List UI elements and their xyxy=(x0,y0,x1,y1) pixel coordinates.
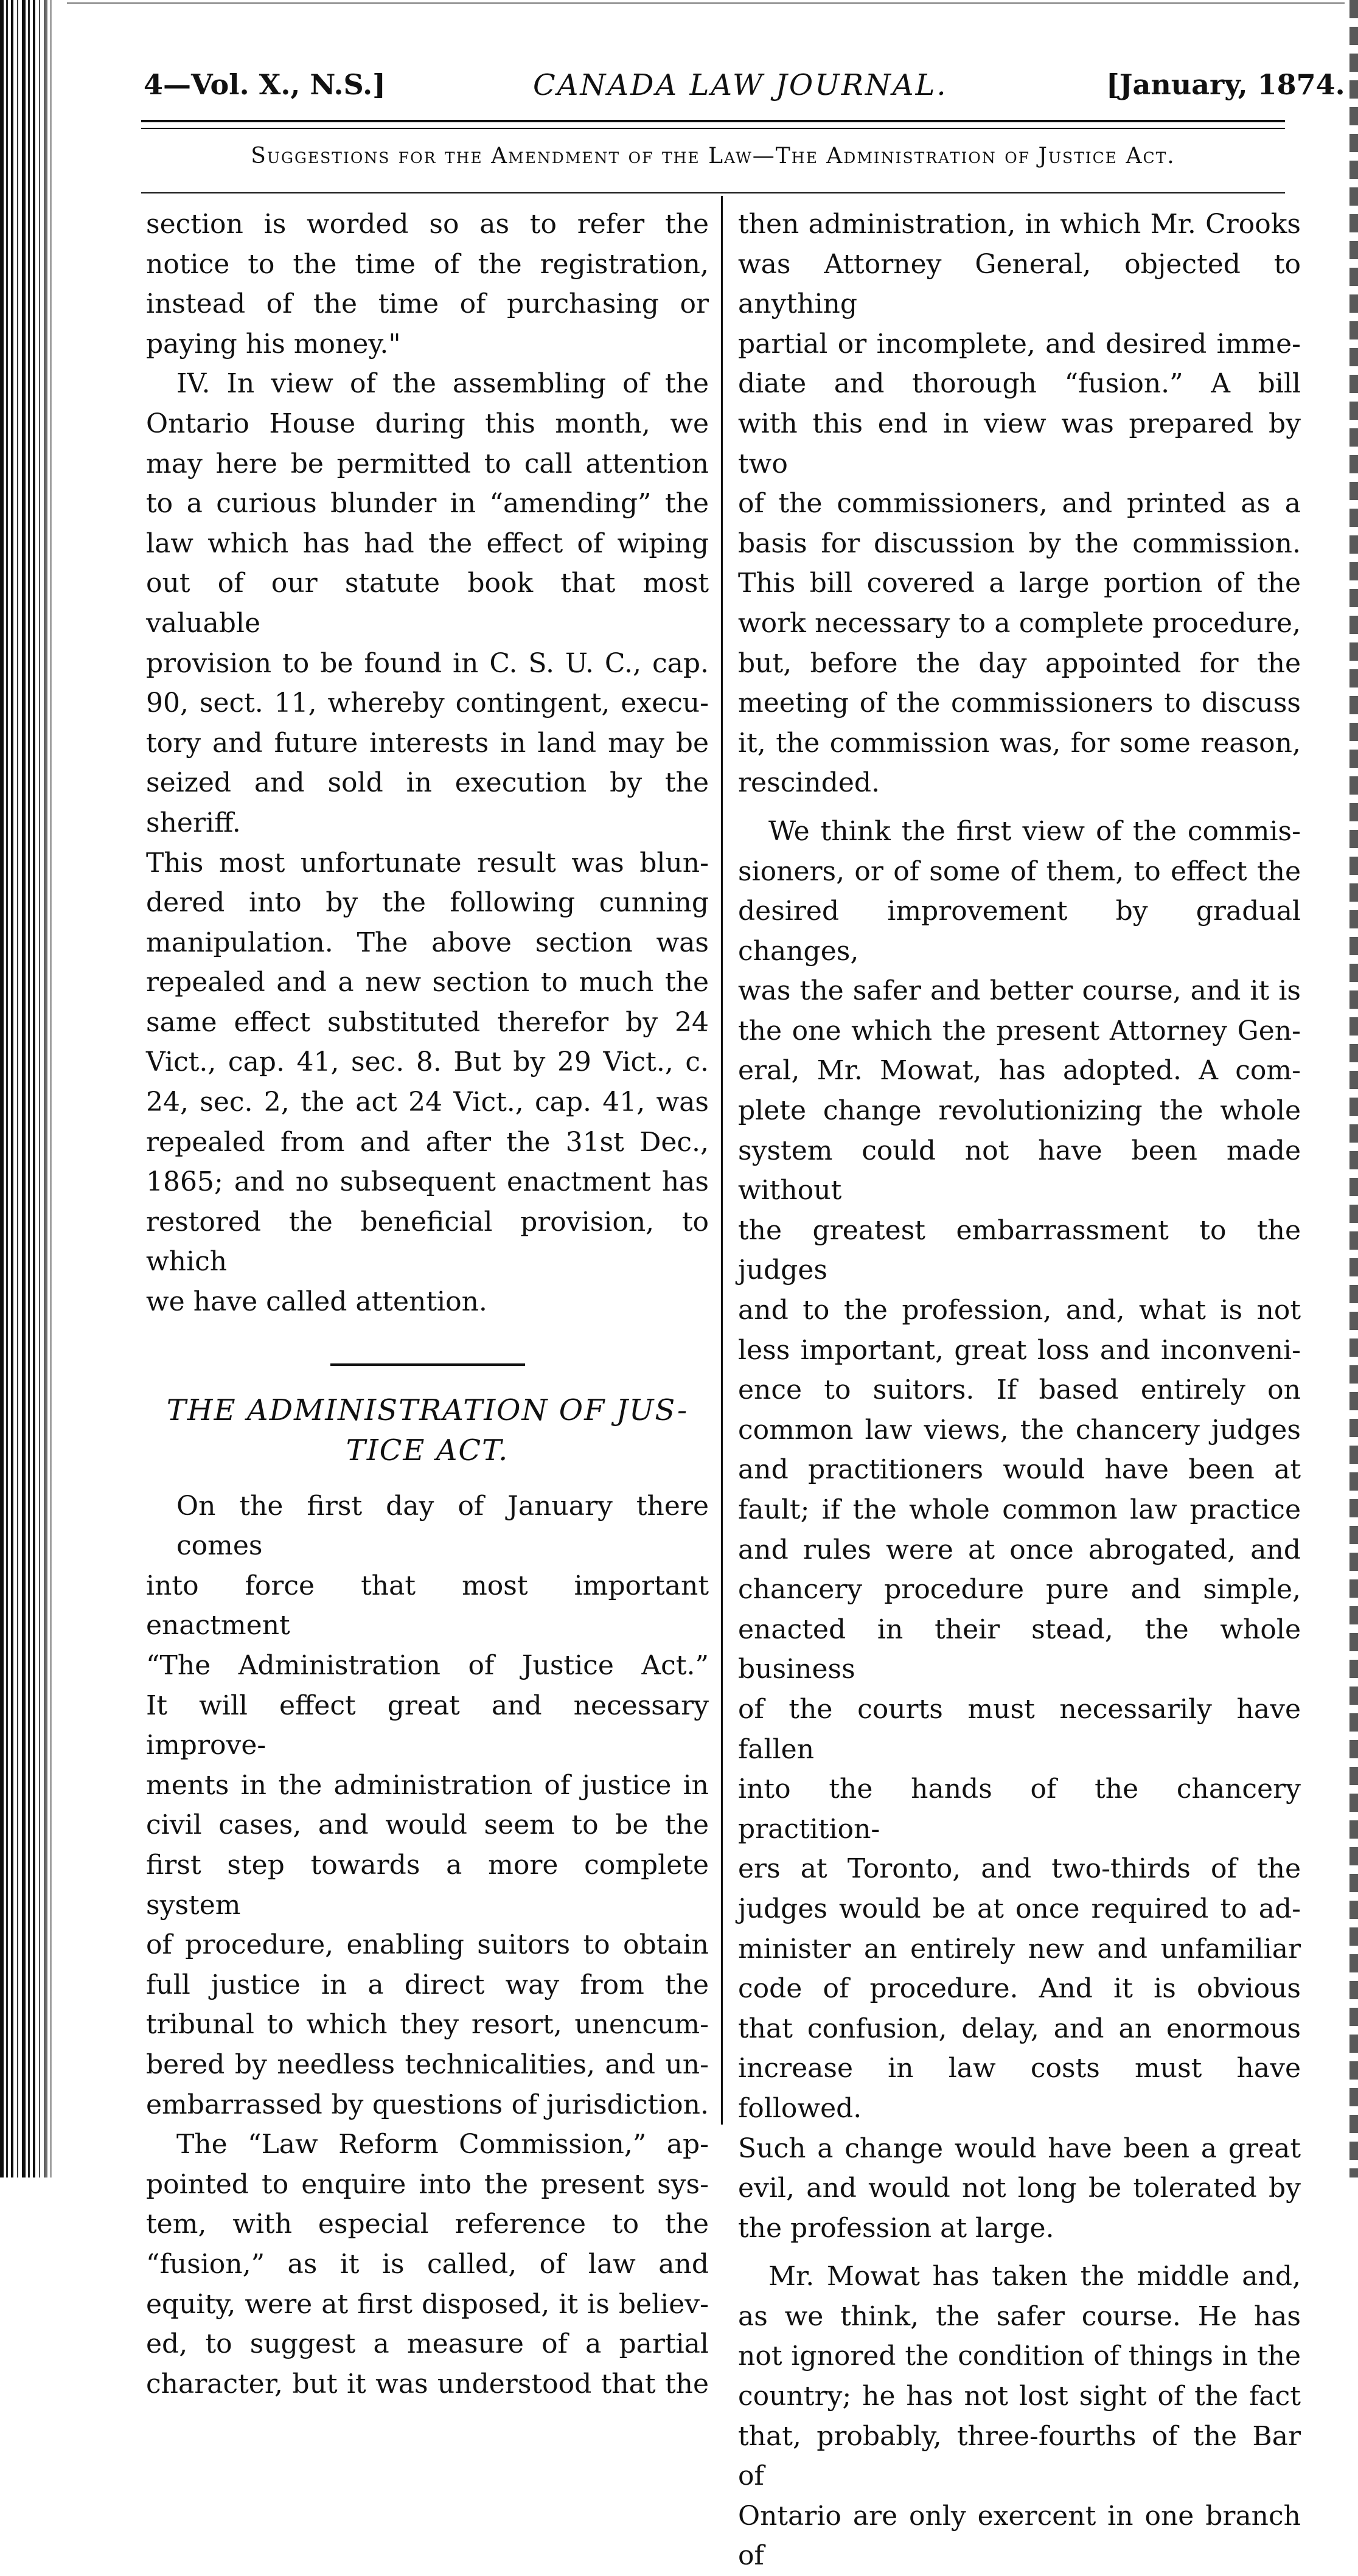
text-line: system could not have been made without xyxy=(738,1135,1301,1206)
text-line: character, but it was understood that the xyxy=(146,2368,709,2400)
text-line: and practitioners would have been at xyxy=(738,1454,1301,1486)
text-line: partial or incomplete, and desired imme- xyxy=(738,328,1301,360)
left-column xyxy=(146,204,709,2404)
text-line: ed, to suggest a measure of a partial xyxy=(146,2328,709,2360)
paragraph-administration xyxy=(738,204,1301,803)
text-line: ers at Toronto, and two-thirds of the xyxy=(738,1853,1301,1885)
paragraph-middle-course xyxy=(738,2257,1301,2576)
text-line: Ontario House during this month, we xyxy=(146,408,709,439)
text-line: the profession at large. xyxy=(738,2212,1054,2244)
text-line: it, the commission was, for some reason, xyxy=(738,727,1301,759)
text-line: repealed from and after the 31st Dec., xyxy=(146,1126,709,1158)
page-right-edge xyxy=(1349,0,1358,2177)
text-line: It will effect great and necessary improve- xyxy=(146,1690,709,1761)
text-line: This most unfortunate result was blun- xyxy=(146,847,709,879)
text-line: the greatest embarrassment to the judges xyxy=(738,1214,1301,1286)
text-line: but, before the day appointed for the xyxy=(738,647,1301,679)
text-line: sioners, or of some of them, to effect the xyxy=(738,855,1301,887)
section-title xyxy=(146,1390,709,1471)
header-rule-thick xyxy=(141,120,1285,122)
text-line: basis for discussion by the commission. xyxy=(738,527,1301,559)
text-line: ments in the administration of justice in xyxy=(146,1769,709,1801)
text-line: notice to the time of the registration, xyxy=(146,248,709,280)
text-line: minister an entirely new and unfamiliar xyxy=(738,1933,1301,1965)
text-line: civil cases, and would seem to be the xyxy=(146,1809,709,1841)
text-line: as we think, the safer course. He has xyxy=(738,2300,1301,2332)
text-line: equity, were at first disposed, it is believ- xyxy=(146,2288,709,2320)
text-line: judges would be at once required to ad- xyxy=(738,1893,1301,1924)
page-header xyxy=(144,68,1345,111)
text-line: full justice in a direct way from the xyxy=(146,1969,709,2000)
text-line: country; he has not lost sight of the fact xyxy=(738,2381,1301,2412)
text-line: tory and future interests in land may be xyxy=(146,727,709,759)
text-line: that confusion, delay, and an enormous xyxy=(738,2013,1301,2044)
text-line: seized and sold in execution by the sheriff. xyxy=(146,767,709,838)
text-line: embarrassed by questions of jurisdiction. xyxy=(146,2089,709,2120)
text-line: meeting of the commissioners to discuss xyxy=(738,688,1301,719)
text-line: to a curious blunder in “amending” the xyxy=(146,488,709,520)
text-line: desired improvement by gradual changes, xyxy=(738,896,1301,967)
header-rule-thin xyxy=(141,128,1285,129)
text-line: The “Law Reform Commission,” ap- xyxy=(176,2129,709,2160)
text-line: repealed and a new section to much the xyxy=(146,967,709,998)
text-line: Vict., cap. 41, sec. 8. But by 29 Vict., c. xyxy=(146,1046,709,1078)
text-line: the one which the present Attorney Gen- xyxy=(738,1015,1301,1046)
text-line: into the hands of the chancery practition- xyxy=(738,1774,1301,1845)
text-line: provision to be found in C. S. U. C., cap. xyxy=(146,647,709,679)
text-line: common law views, the chancery judges xyxy=(738,1414,1301,1446)
text-line: first step towards a more complete system xyxy=(146,1849,709,1921)
text-line: eral, Mr. Mowat, has adopted. A com- xyxy=(738,1055,1301,1087)
text-line: evil, and would not long be tolerated by xyxy=(738,2173,1301,2204)
text-line: of the courts must necessarily have fallen xyxy=(738,1693,1301,1765)
section-title-line: TICE ACT. xyxy=(346,1433,509,1467)
text-line: pointed to enquire into the present sys- xyxy=(146,2168,709,2200)
running-head-text: Suggestions for the Amendment of the Law—The Administration of Justice Act. xyxy=(251,144,1175,169)
text-line: Mr. Mowat has taken the middle and, xyxy=(768,2261,1301,2292)
text-line: paying his money." xyxy=(146,328,401,360)
text-line: fault; if the whole common law practice xyxy=(738,1494,1301,1525)
text-line: less important, great loss and inconveni- xyxy=(738,1334,1301,1366)
text-line: work necessary to a complete procedure, xyxy=(738,607,1301,639)
text-line: 1865; and no subsequent enactment has xyxy=(146,1166,709,1198)
text-line: “fusion,” as it is called, of law and xyxy=(146,2248,709,2280)
text-line: IV. In view of the assembling of the xyxy=(176,368,709,400)
column-divider xyxy=(721,196,723,2125)
text-line: chancery procedure pure and simple, xyxy=(738,1574,1301,1606)
section-title-line: THE ADMINISTRATION OF JUS- xyxy=(166,1393,689,1427)
text-line: into force that most important enactment xyxy=(146,1570,709,1641)
paragraph-registration xyxy=(146,204,709,364)
paragraph-statute-blunder xyxy=(146,364,709,1321)
text-line: 90, sect. 11, whereby contingent, execu- xyxy=(146,688,709,719)
issue-date: [January, 1874. xyxy=(1106,68,1345,101)
text-line: On the first day of January there comes xyxy=(176,1490,709,1562)
running-head-rule xyxy=(141,192,1285,193)
text-line: of the commissioners, and printed as a xyxy=(738,488,1301,520)
text-line: was Attorney General, objected to anything xyxy=(738,248,1301,320)
text-line: not ignored the condition of things in the xyxy=(738,2341,1301,2372)
text-line: with this end in view was prepared by two xyxy=(738,408,1301,479)
text-line: code of procedure. And it is obvious xyxy=(738,1973,1301,2005)
text-line: manipulation. The above section was xyxy=(146,927,709,958)
text-line: ence to suitors. If based entirely on xyxy=(738,1374,1301,1406)
journal-title: CANADA LAW JOURNAL. xyxy=(533,68,948,102)
text-line: then administration, in which Mr. Crooks xyxy=(738,209,1301,240)
text-line: same effect substituted therefor by 24 xyxy=(146,1006,709,1038)
text-line: “The Administration of Justice Act.” xyxy=(146,1650,709,1681)
text-line: tem, with especial reference to the xyxy=(146,2209,709,2240)
text-line: plete change revolutionizing the whole xyxy=(738,1095,1301,1127)
text-line: was the safer and better course, and it is xyxy=(738,975,1301,1007)
paragraph-act-intro xyxy=(146,1486,709,2125)
text-line: instead of the time of purchasing or xyxy=(146,288,709,320)
text-line: that, probably, three-fourths of the Bar of xyxy=(738,2420,1301,2492)
paragraph-commission xyxy=(146,2125,709,2404)
text-line: out of our statute book that most valuable xyxy=(146,568,709,639)
text-line: law which has had the effect of wiping xyxy=(146,527,709,559)
text-line: We think the first view of the commis- xyxy=(768,815,1301,847)
right-column xyxy=(738,204,1301,2576)
top-edge-rule xyxy=(67,2,1345,4)
paragraph-gradual-changes xyxy=(738,812,1301,2248)
text-line: increase in law costs must have followed. xyxy=(738,2053,1301,2124)
text-line: This bill covered a large portion of the xyxy=(738,568,1301,599)
text-line: tribunal to which they resort, unencum- xyxy=(146,2009,709,2041)
text-line: enacted in their stead, the whole business xyxy=(738,1613,1301,1685)
text-line: Such a change would have been a great xyxy=(738,2132,1301,2164)
text-line: diate and thorough “fusion.” A bill xyxy=(738,368,1301,400)
text-line: of procedure, enabling suitors to obtain xyxy=(146,1929,709,1961)
text-line: dered into by the following cunning xyxy=(146,887,709,919)
text-line: Ontario are only exercent in one branch of xyxy=(738,2500,1301,2572)
text-line: bered by needless technicalities, and un- xyxy=(146,2049,709,2080)
text-line: restored the beneficial provision, to which xyxy=(146,1206,709,1278)
text-line: 24, sec. 2, the act 24 Vict., cap. 41, was xyxy=(146,1087,709,1118)
text-line: rescinded. xyxy=(738,767,880,799)
text-line: section is worded so as to refer the xyxy=(146,209,709,240)
text-line: and to the profession, and, what is not xyxy=(738,1295,1301,1326)
section-separator-rule xyxy=(330,1363,525,1366)
text-line: and rules were at once abrogated, and xyxy=(738,1534,1301,1565)
text-line: we have called attention. xyxy=(146,1286,487,1318)
binding-shadow xyxy=(37,0,61,2177)
volume-number: 4—Vol. X., N.S.] xyxy=(144,68,386,101)
running-head xyxy=(141,144,1285,169)
text-line: may here be permitted to call attention xyxy=(146,448,709,479)
